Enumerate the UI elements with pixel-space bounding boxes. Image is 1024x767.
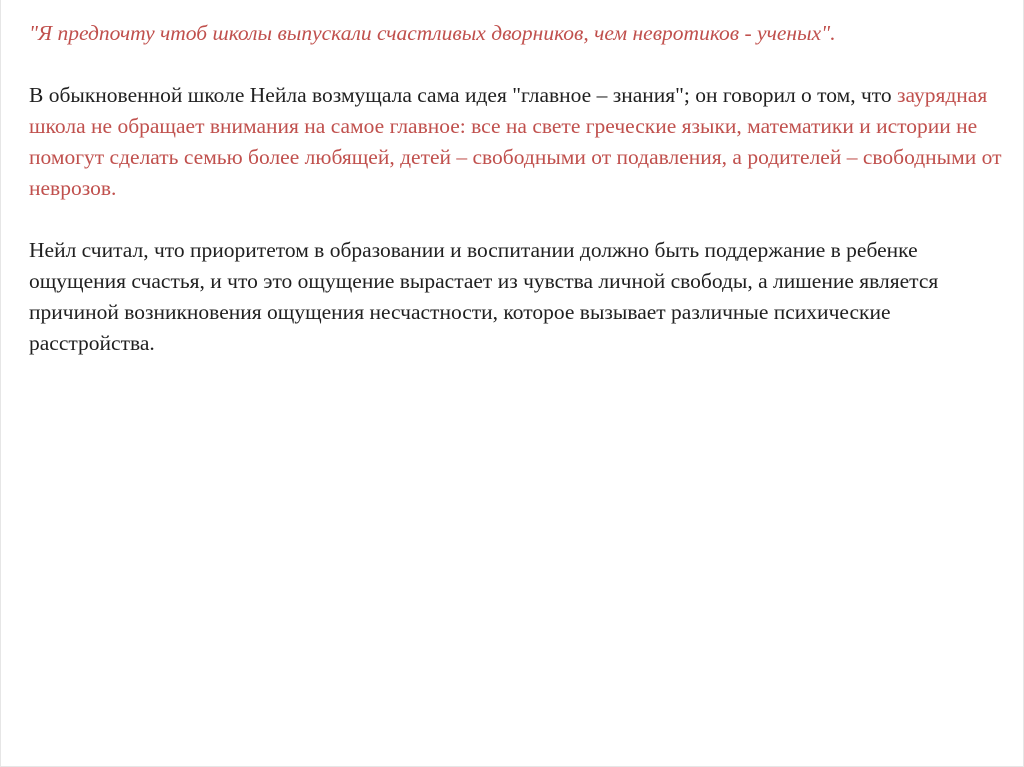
slide-body bbox=[29, 18, 1009, 359]
paragraph-school-criticism bbox=[29, 80, 1009, 204]
paragraph-highlighted-text: заурядная школа не обращает внимания на самое главное: все на свете греческие языки, математики и истории не помогут сделать семью более любящей, детей – свободными от подавления, а родителей – свободными от неврозов. bbox=[29, 83, 1002, 200]
quote-text: "Я предпочту чтоб школы выпускали счастливых дворников, чем невротиков - ученых". bbox=[29, 21, 836, 45]
paragraph-happiness-priority: Нейл считал, что приоритетом в образовании и воспитании должно быть поддержание в ребенке ощущения счастья, и что это ощущение вырастает из чувства личной свободы, а лишение является причиной возникновения ощущения несчастности, которое вызывает различные психические расстройства. bbox=[29, 238, 939, 355]
spacer bbox=[29, 204, 1009, 235]
spacer bbox=[29, 49, 1009, 80]
paragraph-plain-text: В обыкновенной школе Нейла возмущала сама идея "главное – знания"; он говорил о том, что bbox=[29, 83, 898, 107]
